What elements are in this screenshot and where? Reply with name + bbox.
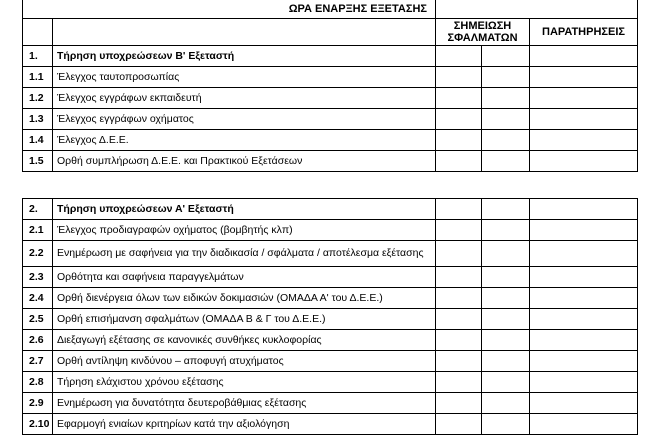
inspection-table-section-1	[22, 0, 638, 172]
table-row	[23, 309, 638, 330]
row-text: Έλεγχος εγγράφων εκπαιδευτή	[53, 88, 436, 109]
marks-header-line1: ΣΗΜΕΙΩΣΗ	[453, 20, 512, 32]
table-row	[23, 372, 638, 393]
table-row	[23, 351, 638, 372]
notes-header: ΠΑΡΑΤΗΡΗΣΕΙΣ	[530, 19, 638, 46]
start-time-row	[23, 0, 638, 19]
notes-cell[interactable]	[530, 372, 638, 393]
row-number: 2.7	[23, 351, 53, 372]
notes-cell[interactable]	[530, 199, 638, 220]
start-time-label: ΩΡΑ ΕΝΑΡΞΗΣ ΕΞΕΤΑΣΗΣ	[23, 0, 436, 19]
mark-cell[interactable]	[436, 67, 482, 88]
notes-cell[interactable]	[530, 151, 638, 172]
mark-cell[interactable]	[436, 88, 482, 109]
section-title-row	[23, 199, 638, 220]
notes-cell[interactable]	[530, 309, 638, 330]
notes-cell[interactable]	[530, 67, 638, 88]
mark-cell[interactable]	[436, 372, 482, 393]
row-text: Έλεγχος ταυτοπροσωπίας	[53, 67, 436, 88]
mark-cell[interactable]	[482, 414, 530, 435]
row-number: 1.2	[23, 88, 53, 109]
row-text: Ορθότητα και σαφήνεια παραγγελμάτων	[53, 267, 436, 288]
notes-cell[interactable]	[530, 330, 638, 351]
row-number: 2.2	[23, 241, 53, 267]
mark-cell[interactable]	[482, 130, 530, 151]
notes-cell[interactable]	[530, 220, 638, 241]
column-header-row	[23, 19, 638, 46]
mark-cell[interactable]	[482, 351, 530, 372]
row-text: Ορθή επισήμανση σφαλμάτων (ΟΜΑΔΑ Β & Γ του Δ.Ε.Ε.)	[53, 309, 436, 330]
row-text: Ενημέρωση με σαφήνεια για την διαδικασία / σφάλματα / αποτέλεσμα εξέτασης	[53, 241, 436, 267]
mark-cell[interactable]	[436, 130, 482, 151]
row-number: 2.6	[23, 330, 53, 351]
table-row	[23, 130, 638, 151]
inspection-table-section-2	[22, 198, 638, 435]
row-number: 1.3	[23, 109, 53, 130]
row-text: Εφαρμογή ενιαίων κριτηρίων κατά την αξιολόγηση	[53, 414, 436, 435]
row-text: Ορθή διενέργεια όλων των ειδικών δοκιμασιών (ΟΜΑΔΑ Α' του Δ.Ε.Ε.)	[53, 288, 436, 309]
mark-cell[interactable]	[482, 199, 530, 220]
notes-cell[interactable]	[530, 393, 638, 414]
mark-cell[interactable]	[482, 267, 530, 288]
notes-cell[interactable]	[530, 130, 638, 151]
row-text: Ορθή αντίληψη κινδύνου – αποφυγή ατυχήματος	[53, 351, 436, 372]
mark-cell[interactable]	[436, 330, 482, 351]
notes-cell[interactable]	[530, 46, 638, 67]
mark-cell[interactable]	[436, 220, 482, 241]
marks-header-line2: ΣΦΑΛΜΑΤΩΝ	[447, 32, 518, 44]
row-text: Ορθή συμπλήρωση Δ.Ε.Ε. και Πρακτικού Εξετάσεων	[53, 151, 436, 172]
mark-cell[interactable]	[436, 151, 482, 172]
section-title: Τήρηση υποχρεώσεων Α' Εξεταστή	[53, 199, 436, 220]
row-number: 1.1	[23, 67, 53, 88]
row-number: 2.10	[23, 414, 53, 435]
notes-cell[interactable]	[530, 351, 638, 372]
table-row	[23, 88, 638, 109]
mark-cell[interactable]	[482, 151, 530, 172]
table-row	[23, 288, 638, 309]
table-row	[23, 414, 638, 435]
header-blank-num	[23, 19, 53, 46]
row-number: 2.5	[23, 309, 53, 330]
notes-cell[interactable]	[530, 288, 638, 309]
table-row	[23, 67, 638, 88]
mark-cell[interactable]	[436, 46, 482, 67]
notes-cell[interactable]	[530, 414, 638, 435]
table-row	[23, 220, 638, 241]
mark-cell[interactable]	[436, 309, 482, 330]
mark-cell[interactable]	[436, 288, 482, 309]
mark-cell[interactable]	[482, 67, 530, 88]
section-number: 1.	[23, 46, 53, 67]
table-row	[23, 393, 638, 414]
mark-cell[interactable]	[436, 241, 482, 267]
notes-cell[interactable]	[530, 241, 638, 267]
mark-cell[interactable]	[436, 109, 482, 130]
table-row	[23, 109, 638, 130]
notes-cell[interactable]	[530, 88, 638, 109]
table-row	[23, 241, 638, 267]
mark-cell[interactable]	[482, 330, 530, 351]
mark-cell[interactable]	[436, 414, 482, 435]
row-number: 2.4	[23, 288, 53, 309]
row-text: Έλεγχος Δ.Ε.Ε.	[53, 130, 436, 151]
row-number: 2.9	[23, 393, 53, 414]
row-text: Έλεγχος προδιαγραφών οχήματος (βομβητής κλπ)	[53, 220, 436, 241]
table-row	[23, 330, 638, 351]
row-text: Ενημέρωση για δυνατότητα δευτεροβάθμιας εξέτασης	[53, 393, 436, 414]
row-text: Διεξαγωγή εξέτασης σε κανονικές συνθήκες κυκλοφορίας	[53, 330, 436, 351]
row-text: Έλεγχος εγγράφων οχήματος	[53, 109, 436, 130]
row-number: 2.8	[23, 372, 53, 393]
mark-cell[interactable]	[482, 241, 530, 267]
mark-cell[interactable]	[436, 351, 482, 372]
mark-cell[interactable]	[436, 393, 482, 414]
mark-cell[interactable]	[436, 267, 482, 288]
mark-cell[interactable]	[436, 199, 482, 220]
notes-cell[interactable]	[530, 109, 638, 130]
mark-cell[interactable]	[482, 220, 530, 241]
marks-header	[436, 19, 530, 46]
row-number: 2.1	[23, 220, 53, 241]
section-number: 2.	[23, 199, 53, 220]
start-time-field[interactable]	[436, 0, 638, 19]
mark-cell[interactable]	[482, 109, 530, 130]
row-number: 1.5	[23, 151, 53, 172]
row-text: Τήρηση ελάχιστου χρόνου εξέτασης	[53, 372, 436, 393]
table-row	[23, 267, 638, 288]
mark-cell[interactable]	[482, 372, 530, 393]
header-blank-desc	[53, 19, 436, 46]
mark-cell[interactable]	[482, 46, 530, 67]
mark-cell[interactable]	[482, 309, 530, 330]
row-number: 1.4	[23, 130, 53, 151]
section-title: Τήρηση υποχρεώσεων Β' Εξεταστή	[53, 46, 436, 67]
mark-cell[interactable]	[482, 88, 530, 109]
notes-cell[interactable]	[530, 267, 638, 288]
mark-cell[interactable]	[482, 288, 530, 309]
row-number: 2.3	[23, 267, 53, 288]
table-row	[23, 151, 638, 172]
mark-cell[interactable]	[482, 393, 530, 414]
section-title-row	[23, 46, 638, 67]
